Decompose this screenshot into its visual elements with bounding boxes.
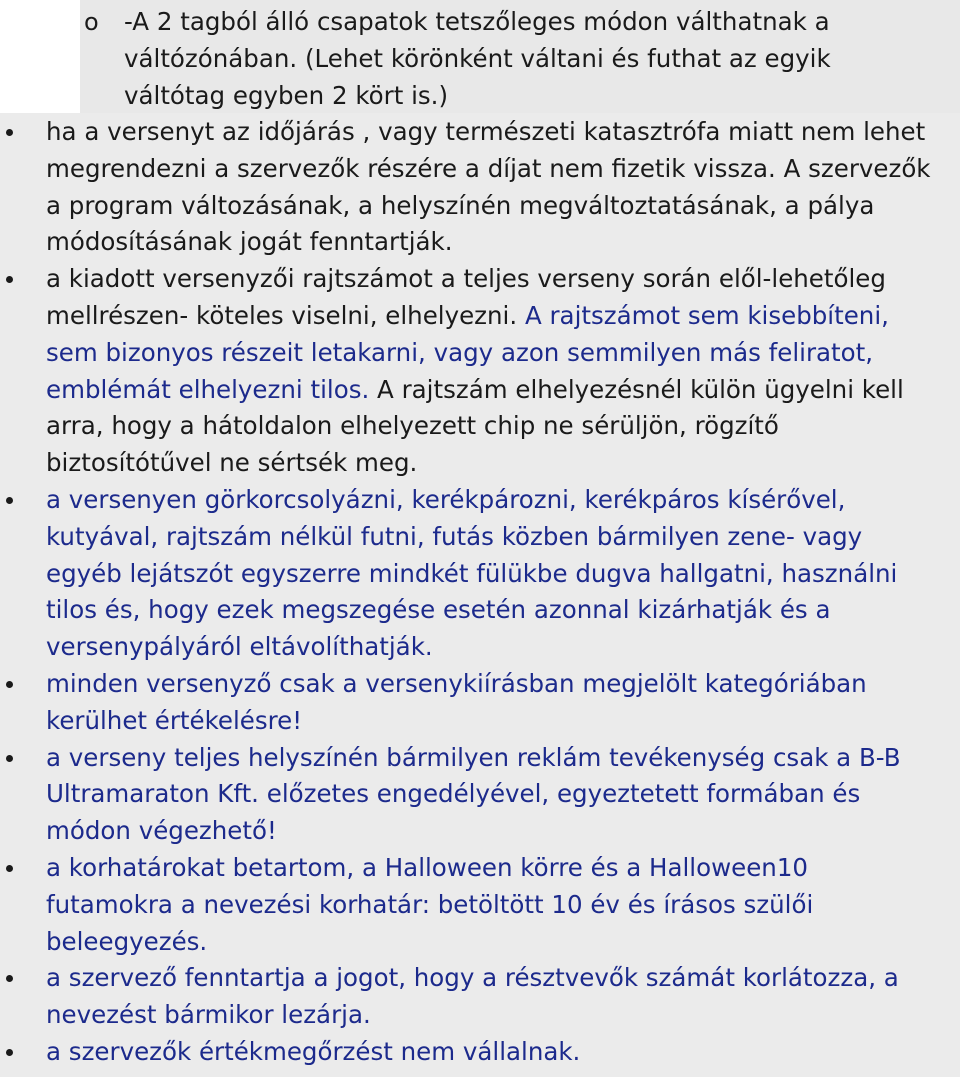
rules-bullet-list	[0, 114, 960, 1071]
bullet-icon	[6, 497, 13, 504]
rule-text: ha a versenyt az időjárás , vagy természeti katasztrófa miatt nem lehet megrendezni a szervezők részére a díjat nem fizetik vissza. A szervezők a program változásának, a helyszínén megváltoztatásának, a pálya módosításának jogát fenntartják.	[46, 117, 931, 257]
bullet-icon	[6, 865, 13, 872]
rule-text: a szervezők értékmegőrzést nem vállalnak.	[46, 1036, 581, 1066]
rule-text: a versenyen görkorcsolyázni, kerékpározni, kerékpáros kísérővel, kutyával, rajtszám nélkül futni, futás közben bármilyen zene- vagy egyéb lejátszót egyszerre mindkét fülükbe dugva hallgatni, használni tilos és, hogy ezek megszegése esetén azonnal kizárhatják és a versenypályáról eltávolíthatják.	[46, 484, 898, 662]
bullet-icon	[6, 129, 13, 136]
bullet-icon	[6, 276, 13, 283]
rule-item-prohibited	[0, 482, 960, 666]
rule-text: A rajtszámot sem kisebbíteni, sem bizonyos részeit letakarni, vagy azon semmilyen más feliratot, emblémát elhelyezni tilos.	[46, 300, 889, 404]
sub-bullet-list	[0, 4, 960, 114]
rule-text: a kiadott versenyzői rajtszámot a teljes verseny során elől-lehetőleg mellrészen- köteles viselni, elhelyezni.	[46, 264, 886, 330]
sub-list-item-text: -A 2 tagból álló csapatok tetszőleges módon válthatnak a váltózónában. (Lehet körönként váltani és futhat az egyik váltótag egyben 2 kört is.)	[124, 7, 831, 110]
bullet-icon	[6, 975, 13, 982]
rule-item-bib-number	[0, 261, 960, 482]
rule-text: a korhatárokat betartom, a Halloween körre és a Halloween10 futamokra a nevezési korhatár: betöltött 10 év és írásos szülői beleegyezés.	[46, 852, 814, 956]
rule-text: a verseny teljes helyszínén bármilyen reklám tevékenység csak a B-B Ultramaraton Kft. előzetes engedélyével, egyeztetett formában és módon végezhető!	[46, 742, 901, 846]
rule-text: a szervező fenntartja a jogot, hogy a résztvevők számát korlátozza, a nevezést bármikor lezárja.	[46, 963, 899, 1030]
rule-item-advertising	[0, 740, 960, 850]
rule-item-category	[0, 666, 960, 740]
rule-item-participant-limit	[0, 960, 960, 1034]
rule-text: A rajtszám elhelyezésnél külön ügyelni kell arra, hogy a hátoldalon elhelyezett chip ne sérüljön, rögzítő biztosítótűvel ne sértsék meg.	[46, 374, 904, 478]
rule-item-weather	[0, 114, 960, 261]
bullet-icon	[6, 755, 13, 762]
bullet-icon	[6, 1049, 13, 1056]
rule-text: minden versenyző csak a versenykiírásban megjelölt kategóriában kerülhet értékelésre!	[46, 668, 867, 735]
bullet-icon	[6, 681, 13, 688]
rule-item-valuables	[0, 1034, 960, 1071]
sub-list-item	[0, 4, 960, 114]
circle-bullet-icon: o	[84, 8, 99, 36]
rule-item-age-limit	[0, 850, 960, 960]
